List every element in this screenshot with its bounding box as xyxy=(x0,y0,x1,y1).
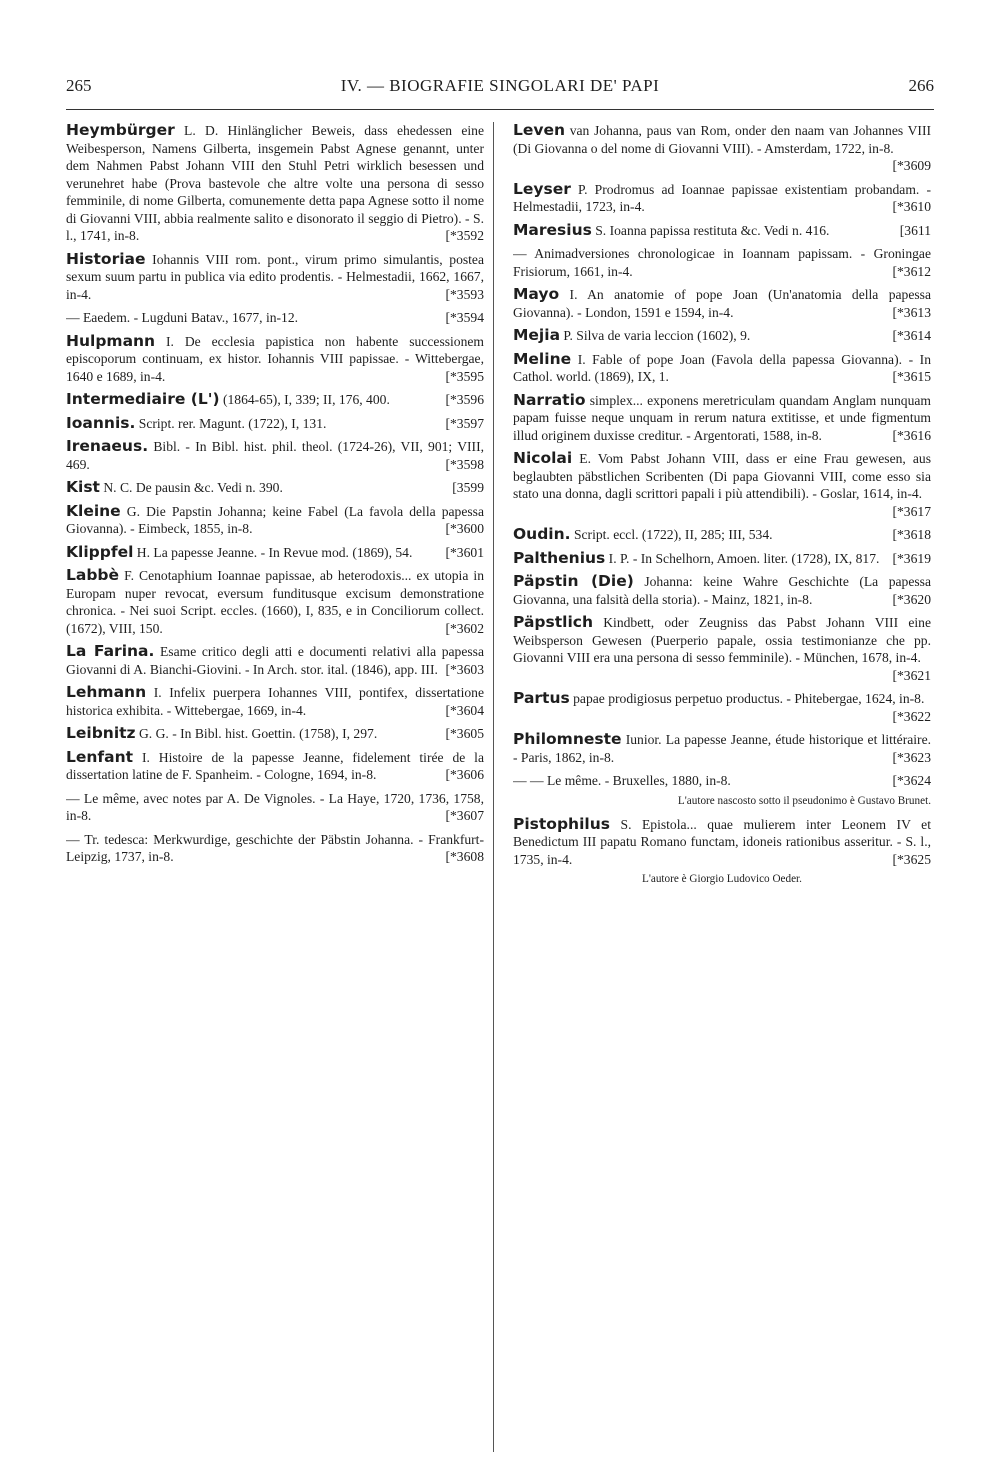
entry-number: [*3615 xyxy=(892,369,931,384)
bibliography-entry xyxy=(66,749,484,784)
author-note: L'autore nascosto sotto il pseudonimo è Gustavo Brunet. xyxy=(677,794,931,807)
bibliography-entry xyxy=(513,772,931,790)
bibliography-entry xyxy=(66,333,484,386)
bibliography-entry xyxy=(66,391,484,409)
bibliography-entry xyxy=(66,544,484,562)
bibliography-entry xyxy=(66,567,484,637)
entry-text: Iunior. La papesse Jeanne, étude historique et littéraire. - Paris, 1862, in-8. xyxy=(513,732,931,765)
entry-text: — Le même, avec notes par A. De Vignoles. - La Haye, 1720, 1736, 1758, in-8. xyxy=(66,790,484,823)
bibliography-entry xyxy=(66,643,484,678)
entry-number: [*3598 xyxy=(445,456,484,472)
entry-author: Mayo xyxy=(513,285,560,303)
entry-text: G. G. - In Bibl. hist. Goettin. (1758), I, 297. xyxy=(135,726,378,741)
entry-author: Päpstin (Die) xyxy=(513,572,634,590)
entry-author: Leyser xyxy=(513,179,571,198)
page-number-right: 266 xyxy=(908,76,934,95)
bibliography-entry xyxy=(66,725,484,743)
running-title: IV. — BIOGRAFIE SINGOLARI DE' PAPI xyxy=(340,76,660,95)
bibliography-entry xyxy=(513,731,931,766)
entry-number: [*3617 xyxy=(892,503,931,519)
entry-author: Mejia xyxy=(513,326,561,344)
bibliography-entry xyxy=(513,690,931,725)
entry-text: I. Infelix puerpera Iohannes VIII, pontifex, dissertatione historica exhibita. - Wittebergae, 1669, in-4. xyxy=(66,685,484,718)
entry-author: Narratio xyxy=(513,390,586,409)
bibliography-entry xyxy=(66,309,484,327)
entry-author: Hulpmann xyxy=(66,331,156,350)
entry-text: Esame critico degli atti e documenti relativi alla papessa Giovanni di A. Bianchi-Giovini. - In Arch. stor. ital. (1846), app. III. xyxy=(66,644,484,677)
bibliography-entry xyxy=(513,327,931,345)
entry-author: Lehmann xyxy=(66,683,147,701)
entry-author: Partus xyxy=(513,689,570,707)
entry-text: Iohannis VIII rom. pont., virum primo simulantis, postea sexum suum partu in publica via edito prodentis. - Helmestadii, 1662, 1667, in-4. xyxy=(66,251,484,302)
entry-text: — Eaedem. - Lugduni Batav., 1677, in-12. xyxy=(66,310,299,325)
entry-number: [*3593 xyxy=(445,286,484,302)
entry-author: Meline xyxy=(513,349,572,368)
bibliography-entry xyxy=(513,122,931,175)
entry-text: H. La papesse Jeanne. - In Revue mod. (1869), 54. xyxy=(133,544,413,560)
entry-number: [*3619 xyxy=(892,550,931,566)
entry-number: [*3618 xyxy=(892,527,931,542)
entry-author: Nicolai xyxy=(513,449,573,467)
entry-text: N. C. De pausin &c. Vedi n. 390. xyxy=(99,480,283,495)
entry-number: [*3597 xyxy=(445,415,484,431)
entry-text: I. Histoire de la papesse Jeanne, fidelement tirée de la dissertation latine de F. Spanheim. - Cologne, 1694, in-8. xyxy=(66,749,484,782)
entry-text: I. An anatomie of pope Joan (Un'anatomia della papessa Giovanna). - London, 1591 e 1594, in-4. xyxy=(513,287,931,320)
bibliography-entry xyxy=(66,479,484,497)
bibliography-entry xyxy=(513,392,931,445)
entry-text: — Tr. tedesca: Merkwurdige, geschichte der Päbstin Johanna. - Frankfurt-Leipzig, 1737, in-8. xyxy=(66,831,484,864)
bibliography-entry xyxy=(66,831,484,866)
entry-number: [*3604 xyxy=(445,702,484,718)
entry-number: [*3621 xyxy=(892,667,931,683)
entry-author: Oudin. xyxy=(513,525,571,543)
entry-number: [*3596 xyxy=(445,392,484,407)
entry-author: Leven xyxy=(513,122,566,139)
bibliography-entry xyxy=(66,122,484,245)
entry-number: [3599 xyxy=(452,480,484,495)
bibliography-entry xyxy=(513,614,931,684)
bibliography-entry xyxy=(513,450,931,520)
entry-text: Script. rer. Magunt. (1722), I, 131. xyxy=(135,415,327,431)
header-rule xyxy=(66,109,934,110)
entry-text: G. Die Papstin Johanna; keine Fabel (La favola della papessa Giovanna). - Eimbeck, 1855, in-8. xyxy=(66,503,484,536)
entry-number: [*3608 xyxy=(445,849,484,864)
entry-number: [*3595 xyxy=(445,368,484,384)
entry-text: P. Silva de varia leccion (1602), 9. xyxy=(560,328,751,343)
entry-author: Heymbürger xyxy=(66,122,175,139)
entry-number: [*3603 xyxy=(445,661,484,677)
entry-number: [*3625 xyxy=(892,851,931,867)
bibliography-entry xyxy=(66,415,484,433)
entry-author: Lenfant xyxy=(66,747,134,766)
entry-text: I. De ecclesia papistica non habente successionem episcoporum continuam, ex histor. Iohannis VIII papissae. - Wittebergae, 1640 e 1689, in-4. xyxy=(66,333,484,384)
page-number-left: 265 xyxy=(66,76,92,95)
entry-text: P. Prodromus ad Ioannae papissae existentiam probandam. - Helmestadii, 1723, in-4. xyxy=(513,181,931,214)
entry-number: [*3605 xyxy=(445,726,484,741)
entry-number: [*3609 xyxy=(892,158,931,173)
bibliography-entry xyxy=(513,222,931,240)
right-column xyxy=(513,122,931,1452)
entry-author: Labbè xyxy=(66,566,120,584)
entry-text: S. Epistola... quae mulierem inter Leonem IV et Benedictum III papatu Romano functam, idoneis rationibus asseritur. - S. l., 1735, in-4. xyxy=(513,816,931,867)
entry-text: van Johanna, paus van Rom, onder den naam van Johannes VIII (Di Giovanna o del nome di Giovanni VIII). - Amsterdam, 1722, in-8. xyxy=(513,123,931,156)
entry-number: [*3602 xyxy=(445,620,484,636)
entry-number: [*3623 xyxy=(892,749,931,765)
entry-author: Klippfel xyxy=(66,542,134,561)
entry-author: Päpstlich xyxy=(513,613,593,631)
entry-text: L. D. Hinlänglicher Beweis, dass ehedessen eine Weibesperson, Namens Gilberta, insgemein Pabst Agnese genannt, unter dem Nahmen Pabst Johann VIII den Stuhl Petri wirklich besessen und verunehret habe (Prova bastevole che altre volte una persona di sesso femminile, di nome Gilberta, comunemente detta papa Agnese sotto il nome di Giovanni VIII, abbia realmente salito e disonorato il seggio di Pietro). - S. l., 1741, in-8. xyxy=(66,123,484,243)
entry-author: Kleine xyxy=(66,501,121,520)
bibliography-entry xyxy=(66,438,484,473)
entry-author: Philomneste xyxy=(513,730,622,748)
entry-number: [*3600 xyxy=(445,521,484,536)
entry-number: [*3592 xyxy=(445,228,484,243)
entry-number: [*3614 xyxy=(892,328,931,343)
page-header xyxy=(66,76,934,100)
entry-author: Kist xyxy=(66,478,100,496)
entry-text: Bibl. - In Bibl. hist. phil. theol. (1724-26), VII, 901; VIII, 469. xyxy=(66,439,484,472)
column-divider xyxy=(493,122,494,1452)
entry-author: Irenaeus. xyxy=(66,437,149,455)
bibliography-entry xyxy=(513,573,931,608)
entry-text: simplex... exponens meretriculam quandam Anglam nunquam papam fuisse neque unquam in rerum natura extitisse, et unde figmentum illud originem duxisse creditur. - Argentorati, 1588, in-8. xyxy=(513,392,931,443)
entry-number: [*3606 xyxy=(445,767,484,782)
entry-author: Intermediaire (L') xyxy=(66,390,220,408)
entry-text: — — Le même. - Bruxelles, 1880, in-8. xyxy=(513,773,731,788)
bibliography-entry xyxy=(513,351,931,386)
bibliography-entry xyxy=(513,245,931,280)
entry-number: [*3613 xyxy=(892,304,931,320)
bibliography-entry xyxy=(513,526,931,544)
bibliography-entry xyxy=(66,251,484,304)
entry-number: [*3610 xyxy=(892,199,931,214)
entry-text: Johanna: keine Wahre Geschichte (La papessa Giovanna, una falsità della storia). - Mainz, 1821, in-8. xyxy=(513,574,931,607)
entry-number: [*3612 xyxy=(892,263,931,279)
entry-number: [*3624 xyxy=(892,773,931,788)
entry-number: [*3616 xyxy=(892,427,931,443)
entry-author: Historiae xyxy=(66,249,146,268)
entry-text: S. Ioanna papissa restituta &c. Vedi n. 416. xyxy=(591,222,830,238)
entry-author: Ioannis. xyxy=(66,413,136,432)
entry-text: I. Fable of pope Joan (Favola della papessa Giovanna). - In Cathol. world. (1869), IX, 1. xyxy=(513,351,931,384)
bibliography-entry xyxy=(513,181,931,216)
entry-text: E. Vom Pabst Johann VIII, dass er eine Frau gewesen, aus beglaubten päbstlichen Scribenten (Di papa Giovanni VIII, come esso sia stato una donna, dagli scrittori papali i più attendibili). - Goslar, 1614, in-4. xyxy=(513,451,931,501)
entry-number: [*3607 xyxy=(445,808,484,823)
bibliography-entry xyxy=(66,684,484,719)
entry-text: Script. eccl. (1722), II, 285; III, 534. xyxy=(570,527,773,542)
entry-author: Maresius xyxy=(513,220,592,239)
entry-text: — Animadversiones chronologicae in Ioannam papissam. - Groningae Frisiorum, 1661, in-4. xyxy=(513,246,931,279)
entry-text: Kindbett, oder Zeugniss das Pabst Johann VIII eine Weibsperson Gewesen (Puerperio papale, ossia testimonianze che pp. Giovanni VIII era una persona di sesso femminile). - München, 1678, in-4. xyxy=(513,615,931,665)
entry-author: La Farina. xyxy=(66,642,155,660)
entry-number: [*3622 xyxy=(892,708,931,724)
entry-text: papae prodigiosus perpetuo productus. - Phitebergae, 1624, in-8. xyxy=(569,691,925,706)
bibliography-entry xyxy=(66,790,484,825)
entry-text: (1864-65), I, 339; II, 176, 400. xyxy=(219,392,390,407)
entry-number: [*3601 xyxy=(445,544,484,560)
entry-author: Pistophilus xyxy=(513,814,610,833)
entry-number: [*3620 xyxy=(892,591,931,607)
entry-author: Palthenius xyxy=(513,548,606,567)
left-column xyxy=(66,122,484,1452)
entry-text: I. P. - In Schelhorn, Amoen. liter. (1728), IX, 817. xyxy=(605,550,880,566)
entry-text: F. Cenotaphium Ioannae papissae, ab heterodoxis... ex utopia in Europam nuper revocat, eversum funditusque excisum demonstratione chronica. - Nei suoi Script. eccles. (1660), I, 835, e in Conciliorum collect. (1672), VIII, 150. xyxy=(66,568,484,636)
entry-number: [*3594 xyxy=(445,310,484,325)
bibliography-entry xyxy=(513,550,931,568)
author-note: L'autore è Giorgio Ludovico Oeder. xyxy=(642,873,802,885)
entry-number: [3611 xyxy=(899,222,931,238)
entry-author: Leibnitz xyxy=(66,724,136,742)
bibliography-entry xyxy=(513,286,931,321)
bibliography-entry xyxy=(513,816,931,869)
bibliography-entry xyxy=(66,503,484,538)
